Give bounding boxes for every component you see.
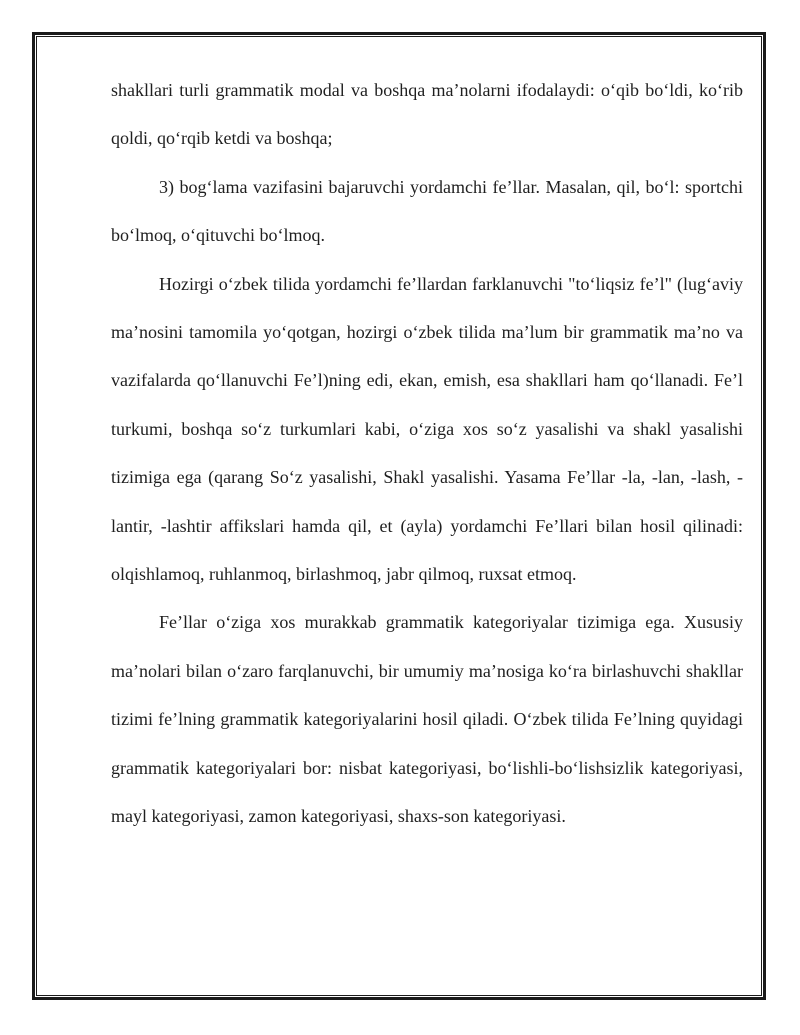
paragraph-continuation: shakllari turli grammatik modal va boshqa ma’nolarni ifodalaydi: o‘qib bo‘ldi, ko‘rib qoldi, qo‘rqib ketdi va boshqa; (111, 80, 743, 149)
paragraph-list-item-3: 3) bog‘lama vazifasini bajaruvchi yordamchi fe’llar. Masalan, qil, bo‘l: sportchi bo‘lmoq, o‘qituvchi bo‘lmoq. (111, 176, 743, 246)
paragraph-grammatical-categories: Fe’llar o‘ziga xos murakkab grammatik kategoriyalar tizimiga ega. Xususiy ma’nolari bilan o‘zaro farqlanuvchi, bir umumiy ma’nosiga ko‘ra birlashuvchi shakllar tizimi fe’lning grammatik kategoriyalarini hosil qiladi. O‘zbek tilida Fe’lning quyidagi grammatik kategoriyalari bor: nisbat kategoriyasi, bo‘lishli-bo‘lishsizlik kategoriyasi, mayl kategoriyasi, zamon kategoriyasi, shaxs-son kategoriyasi. (111, 612, 743, 827)
document-body (111, 66, 743, 841)
paragraph-incomplete-verb: Hozirgi o‘zbek tilida yordamchi fe’llardan farklanuvchi "to‘liqsiz fe’l" (lug‘aviy ma’nosini tamomila yo‘qotgan, hozirgi o‘zbek tilida ma’lum bir grammatik ma’no va vazifalarda qo‘llanuvchi Fe’l)ning edi, ekan, emish, esa shakllari ham qo‘llanadi. Fe’l turkumi, boshqa so‘z turkumlari kabi, o‘ziga xos so‘z yasalishi va shakl yasalishi tizimiga ega (qarang So‘z yasalishi, Shakl yasalishi. Yasama Fe’llar -la, -lan, -lash, -lantir, -lashtir affikslari hamda qil, et (ayla) yordamchi Fe’llari bilan hosil qilinadi: olqishlamoq, ruhlanmoq, birlashmoq, jabr qilmoq, ruxsat etmoq. (111, 273, 743, 585)
